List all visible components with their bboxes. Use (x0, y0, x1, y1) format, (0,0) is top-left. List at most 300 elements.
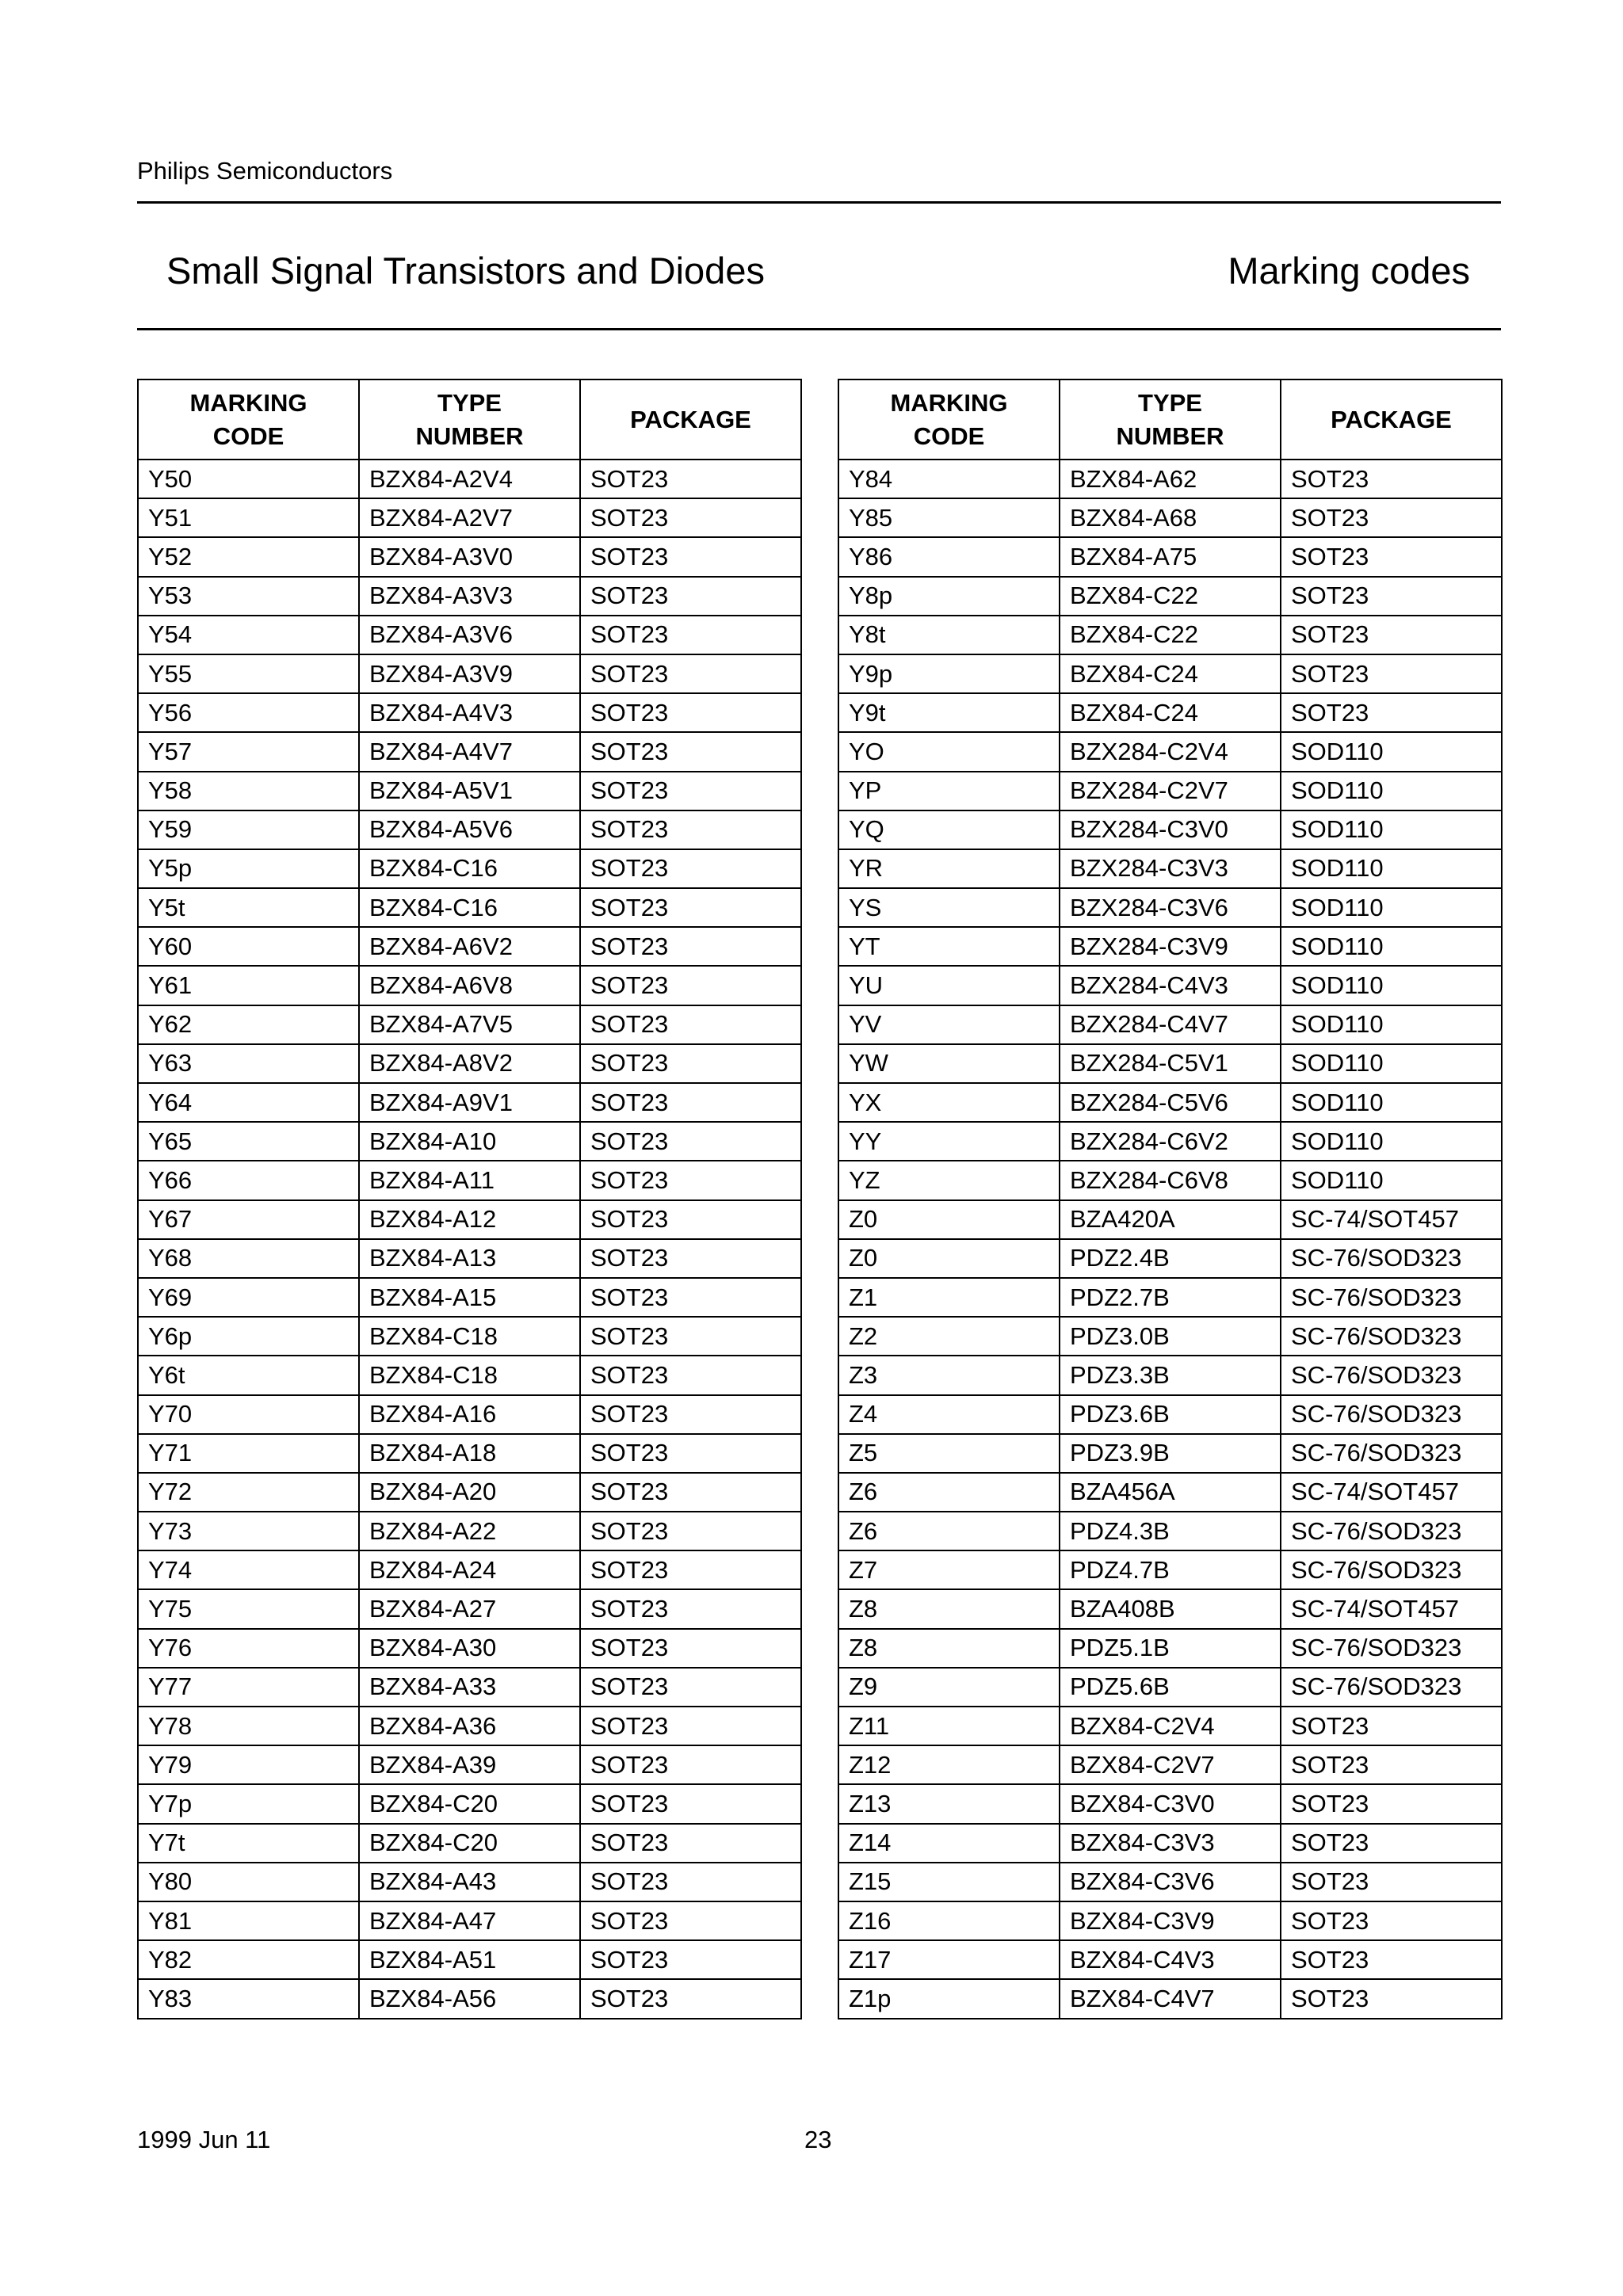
package-cell: SOT23 (580, 1005, 801, 1044)
marking-code-cell: Y80 (138, 1863, 359, 1901)
table-row (838, 1434, 1502, 1473)
package-cell: SOT23 (580, 966, 801, 1005)
marking-code-cell: Z5 (838, 1434, 1060, 1473)
package-cell: SOD110 (1281, 1005, 1502, 1044)
type-number-cell: BZX84-A20 (359, 1473, 580, 1512)
package-cell: SOD110 (1281, 966, 1502, 1005)
package-cell: SOT23 (580, 1629, 801, 1668)
marking-code-cell: Y55 (138, 654, 359, 693)
table-row (138, 1940, 801, 1979)
marking-code-cell: Y81 (138, 1901, 359, 1940)
column-header-type-number: TYPE NUMBER (359, 379, 580, 460)
marking-code-cell: YX (838, 1083, 1060, 1122)
package-cell: SOT23 (580, 1356, 801, 1394)
type-number-cell: BZX84-A15 (359, 1278, 580, 1317)
type-number-cell: BZX284-C6V2 (1060, 1122, 1281, 1161)
type-number-cell: BZX84-C3V6 (1060, 1863, 1281, 1901)
marking-code-cell: Y78 (138, 1707, 359, 1745)
marking-code-cell: Y50 (138, 460, 359, 498)
table-row (838, 1083, 1502, 1122)
marking-code-cell: Z13 (838, 1784, 1060, 1823)
type-number-cell: BZX84-A2V4 (359, 460, 580, 498)
package-cell: SOT23 (580, 1278, 801, 1317)
package-cell: SOT23 (580, 1395, 801, 1434)
package-cell: SC-76/SOD323 (1281, 1550, 1502, 1589)
table-row (138, 1979, 801, 2018)
table-row (838, 1356, 1502, 1394)
package-cell: SC-76/SOD323 (1281, 1434, 1502, 1473)
table-row (838, 1005, 1502, 1044)
type-number-cell: BZX84-A62 (1060, 460, 1281, 498)
table-row (838, 1940, 1502, 1979)
package-cell: SC-76/SOD323 (1281, 1239, 1502, 1278)
type-number-cell: BZX284-C4V7 (1060, 1005, 1281, 1044)
table-row (138, 654, 801, 693)
table-row (838, 1044, 1502, 1083)
package-cell: SOD110 (1281, 1161, 1502, 1199)
type-number-cell: PDZ3.6B (1060, 1395, 1281, 1434)
type-number-cell: BZX84-A22 (359, 1512, 580, 1550)
table-row (138, 1044, 801, 1083)
marking-code-cell: Y65 (138, 1122, 359, 1161)
package-cell: SOT23 (580, 772, 801, 810)
package-cell: SOT23 (580, 849, 801, 888)
type-number-cell: BZX284-C5V6 (1060, 1083, 1281, 1122)
table-row (838, 693, 1502, 732)
type-number-cell: BZX84-C24 (1060, 654, 1281, 693)
table-row (838, 1979, 1502, 2018)
marking-code-cell: Y5t (138, 888, 359, 927)
type-number-cell: BZX84-C16 (359, 849, 580, 888)
package-cell: SOT23 (580, 1239, 801, 1278)
table-row (838, 654, 1502, 693)
package-cell: SOT23 (580, 460, 801, 498)
package-cell: SOT23 (1281, 537, 1502, 576)
package-cell: SOT23 (580, 1589, 801, 1628)
package-cell: SOT23 (1281, 616, 1502, 654)
type-number-cell: BZX84-A56 (359, 1979, 580, 2018)
marking-code-cell: Y66 (138, 1161, 359, 1199)
type-number-cell: BZX84-A5V6 (359, 810, 580, 849)
table-row (138, 1707, 801, 1745)
type-number-cell: BZX84-A5V1 (359, 772, 580, 810)
table-row (838, 772, 1502, 810)
table-row (838, 1550, 1502, 1589)
marking-code-cell: Y64 (138, 1083, 359, 1122)
table-row (138, 1317, 801, 1356)
type-number-cell: BZX84-A10 (359, 1122, 580, 1161)
table-row (138, 537, 801, 576)
type-number-cell: BZX284-C6V8 (1060, 1161, 1281, 1199)
type-number-cell: PDZ2.4B (1060, 1239, 1281, 1278)
marking-code-cell: Z2 (838, 1317, 1060, 1356)
marking-code-cell: Y71 (138, 1434, 359, 1473)
table-row (838, 1122, 1502, 1161)
type-number-cell: BZX84-A7V5 (359, 1005, 580, 1044)
table-row (838, 460, 1502, 498)
marking-code-cell: Y63 (138, 1044, 359, 1083)
marking-code-cell: Y77 (138, 1668, 359, 1707)
marking-code-cell: Y83 (138, 1979, 359, 2018)
package-cell: SOT23 (1281, 1863, 1502, 1901)
type-number-cell: PDZ4.3B (1060, 1512, 1281, 1550)
marking-code-cell: Z6 (838, 1512, 1060, 1550)
marking-code-cell: Z0 (838, 1200, 1060, 1239)
marking-code-cell: YS (838, 888, 1060, 927)
marking-code-cell: Y61 (138, 966, 359, 1005)
marking-code-cell: Y52 (138, 537, 359, 576)
package-cell: SOD110 (1281, 1044, 1502, 1083)
package-cell: SOT23 (1281, 654, 1502, 693)
column-header-marking-code: MARKING CODE (138, 379, 359, 460)
marking-code-cell: YW (838, 1044, 1060, 1083)
type-number-cell: BZX84-C3V3 (1060, 1824, 1281, 1863)
package-cell: SOT23 (580, 1122, 801, 1161)
type-number-cell: BZX84-C16 (359, 888, 580, 927)
header-bottom-rule (137, 328, 1501, 330)
package-cell: SOD110 (1281, 732, 1502, 771)
package-cell: SOT23 (580, 1083, 801, 1122)
marking-code-cell: Y84 (838, 460, 1060, 498)
marking-code-cell: Y59 (138, 810, 359, 849)
marking-code-cell: Y60 (138, 927, 359, 966)
package-cell: SOT23 (580, 1161, 801, 1199)
marking-code-cell: Z3 (838, 1356, 1060, 1394)
type-number-cell: PDZ5.1B (1060, 1629, 1281, 1668)
marking-code-cell: Z9 (838, 1668, 1060, 1707)
package-cell: SC-76/SOD323 (1281, 1278, 1502, 1317)
marking-code-cell: Z0 (838, 1239, 1060, 1278)
marking-code-cell: Z17 (838, 1940, 1060, 1979)
table-row (838, 1707, 1502, 1745)
marking-code-cell: Y6t (138, 1356, 359, 1394)
package-cell: SOD110 (1281, 1122, 1502, 1161)
package-cell: SOT23 (580, 1940, 801, 1979)
table-row (138, 1005, 801, 1044)
type-number-cell: PDZ3.3B (1060, 1356, 1281, 1394)
table-row (138, 1668, 801, 1707)
package-cell: SOT23 (580, 498, 801, 537)
marking-code-cell: YO (838, 732, 1060, 771)
table-row (138, 1550, 801, 1589)
table-row (838, 1745, 1502, 1784)
marking-code-cell: Z12 (838, 1745, 1060, 1784)
table-row (138, 1395, 801, 1434)
type-number-cell: BZX84-A6V8 (359, 966, 580, 1005)
table-row (838, 498, 1502, 537)
table-row (138, 1473, 801, 1512)
package-cell: SOT23 (580, 1745, 801, 1784)
document-title: Small Signal Transistors and Diodes (166, 250, 765, 292)
marking-code-cell: Y9t (838, 693, 1060, 732)
table-row (838, 732, 1502, 771)
marking-code-cell: Z8 (838, 1629, 1060, 1668)
type-number-cell: BZX284-C3V3 (1060, 849, 1281, 888)
table-row (838, 1901, 1502, 1940)
marking-code-cell: Y79 (138, 1745, 359, 1784)
type-number-cell: BZX84-C22 (1060, 616, 1281, 654)
type-number-cell: BZX84-A33 (359, 1668, 580, 1707)
package-cell: SC-76/SOD323 (1281, 1395, 1502, 1434)
marking-code-cell: YZ (838, 1161, 1060, 1199)
package-cell: SOT23 (1281, 1979, 1502, 2018)
marking-code-cell: Z4 (838, 1395, 1060, 1434)
marking-code-cell: Y5p (138, 849, 359, 888)
package-cell: SOD110 (1281, 849, 1502, 888)
package-cell: SOD110 (1281, 927, 1502, 966)
marking-code-cell: YY (838, 1122, 1060, 1161)
package-cell: SOT23 (580, 1512, 801, 1550)
type-number-cell: BZX84-A16 (359, 1395, 580, 1434)
marking-code-cell: Z8 (838, 1589, 1060, 1628)
type-number-cell: BZX84-C20 (359, 1784, 580, 1823)
marking-code-cell: Y73 (138, 1512, 359, 1550)
package-cell: SOD110 (1281, 1083, 1502, 1122)
table-row (838, 1629, 1502, 1668)
marking-code-cell: Y70 (138, 1395, 359, 1434)
marking-code-cell: Y7p (138, 1784, 359, 1823)
type-number-cell: BZX284-C2V7 (1060, 772, 1281, 810)
type-number-cell: BZX84-C4V7 (1060, 1979, 1281, 2018)
marking-code-cell: Z1 (838, 1278, 1060, 1317)
table-row (138, 693, 801, 732)
type-number-cell: BZX84-C22 (1060, 577, 1281, 616)
package-cell: SOT23 (1281, 1784, 1502, 1823)
column-header-package: PACKAGE (580, 379, 801, 460)
type-number-cell: BZA408B (1060, 1589, 1281, 1628)
package-cell: SOT23 (1281, 1745, 1502, 1784)
table-row (838, 1784, 1502, 1823)
type-number-cell: BZX84-C2V4 (1060, 1707, 1281, 1745)
type-number-cell: BZX84-A4V3 (359, 693, 580, 732)
package-cell: SC-74/SOT457 (1281, 1589, 1502, 1628)
table-row (838, 810, 1502, 849)
table-row (138, 927, 801, 966)
package-cell: SOT23 (580, 1901, 801, 1940)
package-cell: SOT23 (580, 1668, 801, 1707)
marking-code-cell: Y53 (138, 577, 359, 616)
type-number-cell: BZX84-A9V1 (359, 1083, 580, 1122)
package-cell: SOT23 (580, 1979, 801, 2018)
package-cell: SOT23 (580, 1863, 801, 1901)
type-number-cell: BZX284-C5V1 (1060, 1044, 1281, 1083)
type-number-cell: BZX84-A3V3 (359, 577, 580, 616)
package-cell: SOT23 (1281, 1901, 1502, 1940)
package-cell: SOT23 (580, 1473, 801, 1512)
package-cell: SC-76/SOD323 (1281, 1629, 1502, 1668)
table-row (838, 1161, 1502, 1199)
package-cell: SOT23 (580, 1044, 801, 1083)
table-row (838, 577, 1502, 616)
table-row (138, 1784, 801, 1823)
table-row (838, 1278, 1502, 1317)
package-cell: SOD110 (1281, 772, 1502, 810)
marking-code-cell: Y9p (838, 654, 1060, 693)
type-number-cell: BZX284-C3V6 (1060, 888, 1281, 927)
marking-code-table-right (838, 379, 1503, 2019)
table-row (138, 732, 801, 771)
type-number-cell: BZX84-A13 (359, 1239, 580, 1278)
package-cell: SOT23 (1281, 1940, 1502, 1979)
type-number-cell: BZX84-A51 (359, 1940, 580, 1979)
table-row (138, 1434, 801, 1473)
table-row (138, 849, 801, 888)
marking-code-cell: Y8p (838, 577, 1060, 616)
table-row (138, 772, 801, 810)
table-row (138, 1589, 801, 1628)
table-row (138, 1901, 801, 1940)
marking-code-cell: Y72 (138, 1473, 359, 1512)
type-number-cell: BZX84-A4V7 (359, 732, 580, 771)
type-number-cell: BZX84-A18 (359, 1434, 580, 1473)
marking-code-cell: Y7t (138, 1824, 359, 1863)
page-number: 23 (804, 2126, 832, 2153)
type-number-cell: BZA420A (1060, 1200, 1281, 1239)
package-cell: SOT23 (580, 537, 801, 576)
package-cell: SOT23 (580, 1784, 801, 1823)
package-cell: SOT23 (1281, 577, 1502, 616)
type-number-cell: PDZ2.7B (1060, 1278, 1281, 1317)
marking-code-cell: Y8t (838, 616, 1060, 654)
package-cell: SOT23 (1281, 693, 1502, 732)
table-row (138, 888, 801, 927)
table-row (838, 1668, 1502, 1707)
marking-code-cell: Y57 (138, 732, 359, 771)
package-cell: SOT23 (580, 927, 801, 966)
type-number-cell: BZX84-A47 (359, 1901, 580, 1940)
marking-code-cell: YP (838, 772, 1060, 810)
package-cell: SOT23 (1281, 460, 1502, 498)
type-number-cell: BZX84-A6V2 (359, 927, 580, 966)
package-cell: SOD110 (1281, 810, 1502, 849)
package-cell: SOT23 (580, 1824, 801, 1863)
package-cell: SOT23 (580, 1434, 801, 1473)
package-cell: SC-76/SOD323 (1281, 1668, 1502, 1707)
marking-code-cell: Y62 (138, 1005, 359, 1044)
type-number-cell: PDZ4.7B (1060, 1550, 1281, 1589)
marking-code-cell: Y56 (138, 693, 359, 732)
table-row (138, 460, 801, 498)
marking-code-cell: Y74 (138, 1550, 359, 1589)
table-row (138, 1356, 801, 1394)
marking-code-cell: YV (838, 1005, 1060, 1044)
table-row (138, 966, 801, 1005)
table-row (838, 616, 1502, 654)
type-number-cell: BZX84-C2V7 (1060, 1745, 1281, 1784)
type-number-cell: BZX84-A75 (1060, 537, 1281, 576)
marking-code-cell: Y67 (138, 1200, 359, 1239)
type-number-cell: BZX84-A68 (1060, 498, 1281, 537)
type-number-cell: BZX84-C4V3 (1060, 1940, 1281, 1979)
package-cell: SOT23 (580, 654, 801, 693)
marking-code-cell: YU (838, 966, 1060, 1005)
package-cell: SOT23 (1281, 498, 1502, 537)
table-row (138, 1745, 801, 1784)
header-top-rule (137, 201, 1501, 204)
type-number-cell: BZX84-C18 (359, 1317, 580, 1356)
type-number-cell: BZX84-C20 (359, 1824, 580, 1863)
marking-code-cell: Y75 (138, 1589, 359, 1628)
type-number-cell: BZX84-A24 (359, 1550, 580, 1589)
marking-code-cell: Y76 (138, 1629, 359, 1668)
marking-code-cell: Y51 (138, 498, 359, 537)
column-header-package: PACKAGE (1281, 379, 1502, 460)
type-number-cell: BZX84-A3V6 (359, 616, 580, 654)
type-number-cell: BZX84-A39 (359, 1745, 580, 1784)
table-row (138, 498, 801, 537)
type-number-cell: BZX84-A3V9 (359, 654, 580, 693)
package-cell: SOT23 (580, 693, 801, 732)
package-cell: SOT23 (580, 1550, 801, 1589)
column-header-marking-code: MARKING CODE (838, 379, 1060, 460)
type-number-cell: BZX284-C3V0 (1060, 810, 1281, 849)
column-header-type-number: TYPE NUMBER (1060, 379, 1281, 460)
type-number-cell: BZX84-A8V2 (359, 1044, 580, 1083)
type-number-cell: BZX284-C2V4 (1060, 732, 1281, 771)
marking-code-table-left (137, 379, 802, 2019)
type-number-cell: PDZ3.0B (1060, 1317, 1281, 1356)
marking-code-cell: Z6 (838, 1473, 1060, 1512)
marking-code-cell: Z14 (838, 1824, 1060, 1863)
table-row (138, 1239, 801, 1278)
marking-code-cell: YQ (838, 810, 1060, 849)
marking-code-cell: Y6p (138, 1317, 359, 1356)
marking-code-cell: YR (838, 849, 1060, 888)
type-number-cell: BZX84-A27 (359, 1589, 580, 1628)
package-cell: SOT23 (1281, 1707, 1502, 1745)
package-cell: SOT23 (580, 888, 801, 927)
table-row (138, 1863, 801, 1901)
table-row (838, 1512, 1502, 1550)
type-number-cell: BZX84-A36 (359, 1707, 580, 1745)
package-cell: SC-76/SOD323 (1281, 1317, 1502, 1356)
package-cell: SOT23 (1281, 1824, 1502, 1863)
table-row (838, 1395, 1502, 1434)
table-row (838, 888, 1502, 927)
marking-code-cell: YT (838, 927, 1060, 966)
table-row (838, 927, 1502, 966)
marking-code-cell: Z7 (838, 1550, 1060, 1589)
table-row (138, 577, 801, 616)
table-body-left (138, 460, 801, 2019)
marking-code-cell: Y69 (138, 1278, 359, 1317)
table-row (838, 537, 1502, 576)
table-row (138, 1512, 801, 1550)
type-number-cell: BZX84-C3V0 (1060, 1784, 1281, 1823)
type-number-cell: BZX84-C24 (1060, 693, 1281, 732)
table-row (838, 1239, 1502, 1278)
package-cell: SC-76/SOD323 (1281, 1512, 1502, 1550)
table-row (838, 1473, 1502, 1512)
type-number-cell: BZX84-A3V0 (359, 537, 580, 576)
table-header-row (138, 379, 801, 460)
table-row (138, 1629, 801, 1668)
marking-code-cell: Z11 (838, 1707, 1060, 1745)
type-number-cell: PDZ3.9B (1060, 1434, 1281, 1473)
package-cell: SOT23 (580, 616, 801, 654)
type-number-cell: BZX284-C4V3 (1060, 966, 1281, 1005)
package-cell: SOD110 (1281, 888, 1502, 927)
type-number-cell: BZX84-C3V9 (1060, 1901, 1281, 1940)
table-row (138, 1083, 801, 1122)
package-cell: SOT23 (580, 810, 801, 849)
type-number-cell: BZX84-A30 (359, 1629, 580, 1668)
type-number-cell: BZX84-A2V7 (359, 498, 580, 537)
package-cell: SOT23 (580, 1317, 801, 1356)
type-number-cell: PDZ5.6B (1060, 1668, 1281, 1707)
marking-code-cell: Y58 (138, 772, 359, 810)
table-row (138, 1278, 801, 1317)
